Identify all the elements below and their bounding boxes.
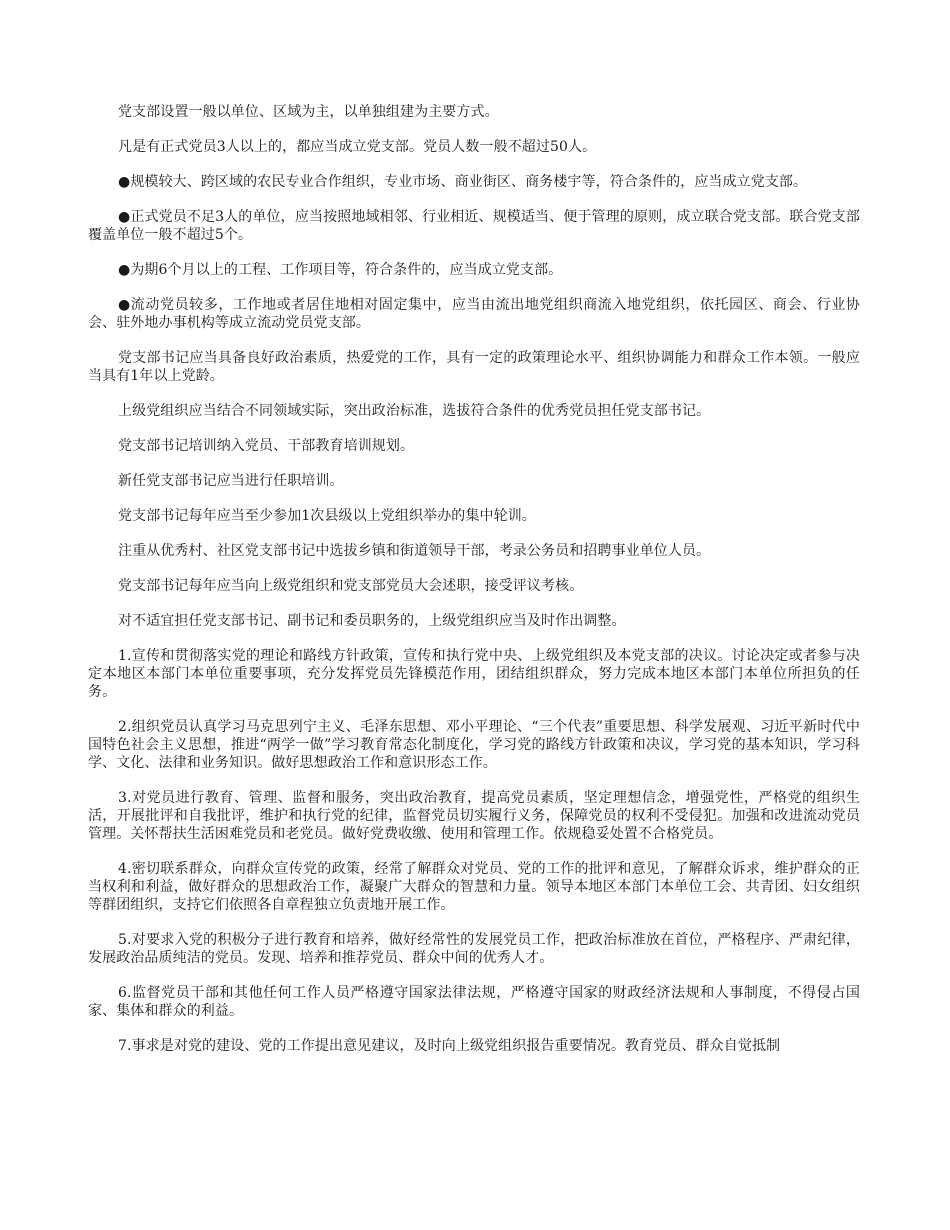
paragraph-3: ●规模较大、跨区域的农民专业合作组织，专业市场、商业街区、商务楼宇等，符合条件的，应当成立党支部。 [118,174,808,190]
paragraph-17: 3.对党员进行教育、管理、监督和服务，突出政治教育，提高党员素质，坚定理想信念，增强党性，严格党的组织生活，开展批评和自我批评，维护和执行党的纪律，监督党员切实履行义务，保障党员的权利不受侵犯。加强和改进流动党员管理。关怀帮扶生活困难党员和老党员。做好党费收缴、使用和管理工作。依规稳妥处置不合格党员。 [88,790,860,842]
paragraph-12: 注重从优秀村、社区党支部书记中选拔乡镇和街道领导干部，考录公务员和招聘事业单位人员。 [118,543,711,559]
paragraph-9: 党支部书记培训纳入党员、干部教育培训规划。 [118,438,415,454]
paragraph-16: 2.组织党员认真学习马克思列宁主义、毛泽东思想、邓小平理论、“三个代表”重要思想、科学发展观、习近平新时代中国特色社会主义思想，推进“两学一做”学习教育常态化制度化，学习党的路线方针政策和决议，学习党的基本知识，学习科学、文化、法律和业务知识。做好思想政治工作和意识形态工作。 [88,719,860,771]
paragraph-15: 1.宣传和贯彻落实党的理论和路线方针政策，宣传和执行党中央、上级党组织及本党支部的决议。讨论决定或者参与决定本地区本部门本单位重要事项，充分发挥党员先锋模范作用，团结组织群众，努力完成本地区本部门本单位所担负的任务。 [88,648,860,700]
paragraph-19: 5.对要求入党的积极分子进行教育和培养，做好经常性的发展党员工作，把政治标准放在首位，严格程序、严肃纪律，发展政治品质纯洁的党员。发现、培养和推荐党员、群众中间的优秀人才。 [88,932,860,966]
paragraph-21: 7.事求是对党的建设、党的工作提出意见建议，及时向上级党组织报告重要情况。教育党员、群众自觉抵制 [118,1038,781,1054]
paragraph-6: ●流动党员较多，工作地或者居住地相对固定集中，应当由流出地党组织商流入地党组织，依托园区、商会、行业协会、驻外地办事机构等成立流动党员党支部。 [88,297,860,331]
paragraph-10: 新任党支部书记应当进行任职培训。 [118,473,344,489]
paragraph-8: 上级党组织应当结合不同领域实际，突出政治标准，选拔符合条件的优秀党员担任党支部书记。 [118,403,711,419]
paragraph-13: 党支部书记每年应当向上级党组织和党支部党员大会述职，接受评议考核。 [118,578,584,594]
paragraph-20: 6.监督党员干部和其他任何工作人员严格遵守国家法律法规，严格遵守国家的财政经济法规和人事制度，不得侵占国家、集体和群众的利益。 [88,985,860,1019]
paragraph-11: 党支部书记每年应当至少参加1次县级以上党组织举办的集中轮训。 [118,508,536,524]
paragraph-2: 凡是有正式党员3人以上的，都应当成立党支部。党员人数一般不超过50人。 [118,139,597,155]
paragraph-5: ●为期6个月以上的工程、工作项目等，符合条件的，应当成立党支部。 [118,262,563,278]
paragraph-7: 党支部书记应当具备良好政治素质，热爱党的工作，具有一定的政策理论水平、组织协调能力和群众工作本领。一般应当具有1年以上党龄。 [88,350,860,384]
paragraph-4: ●正式党员不足3人的单位，应当按照地域相邻、行业相近、规模适当、便于管理的原则，成立联合党支部。联合党支部覆盖单位一般不超过5个。 [88,209,860,243]
paragraph-18: 4.密切联系群众，向群众宣传党的政策，经常了解群众对党员、党的工作的批评和意见，了解群众诉求，维护群众的正当权利和利益，做好群众的思想政治工作，凝聚广大群众的智慧和力量。领导本地区本部门本单位工会、共青团、妇女组织等群团组织，支持它们依照各自章程独立负责地开展工作。 [88,861,860,913]
paragraph-1: 党支部设置一般以单位、区域为主，以单独组建为主要方式。 [118,104,499,120]
paragraph-14: 对不适宜担任党支部书记、副书记和委员职务的，上级党组织应当及时作出调整。 [118,613,626,629]
document-page [88,103,860,1223]
